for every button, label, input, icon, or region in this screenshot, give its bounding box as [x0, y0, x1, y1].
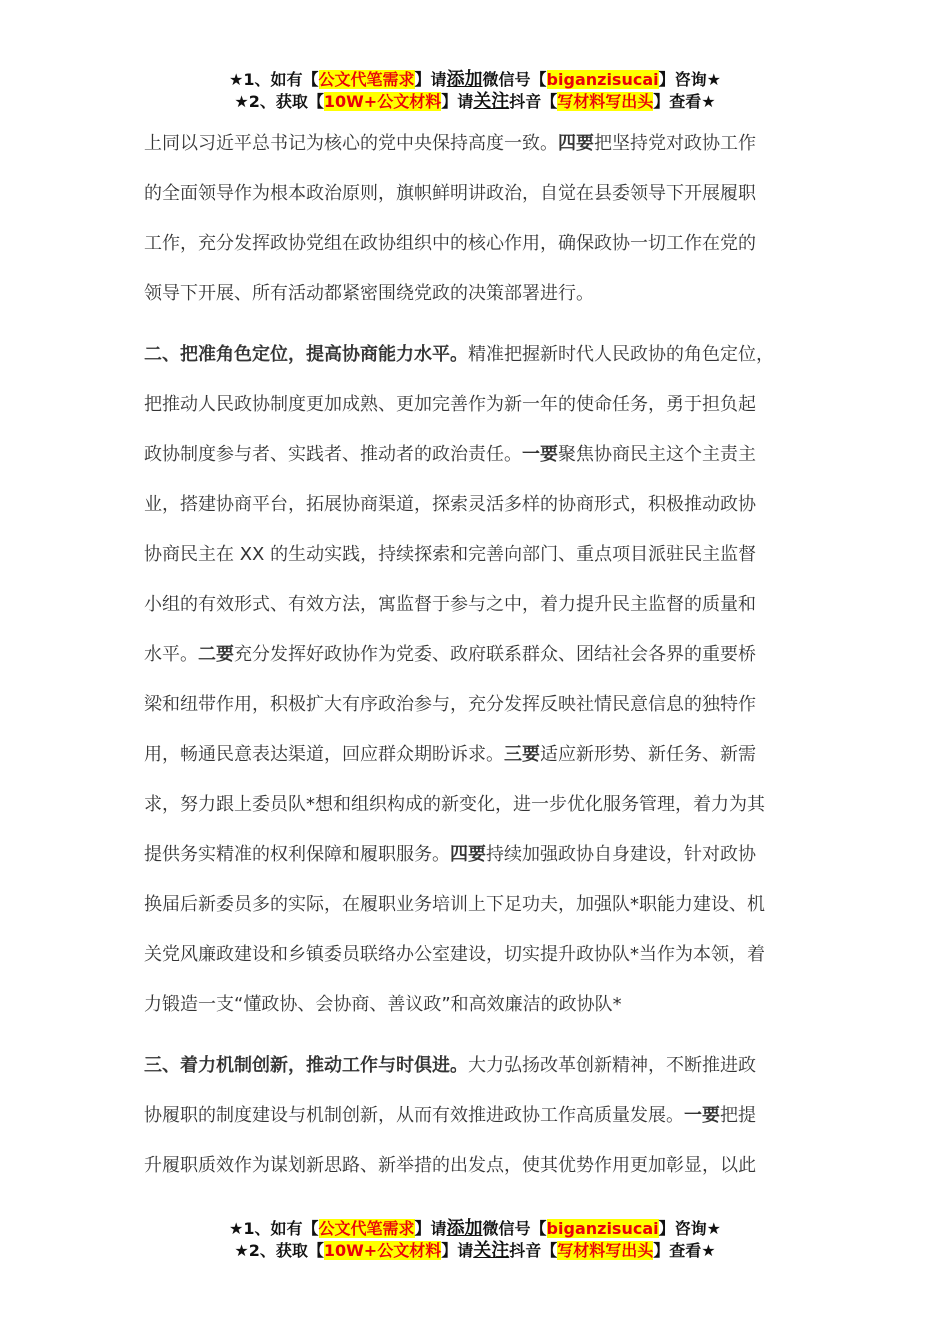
text-run: 的全面领导作为根本政治原则，旗帜鲜明讲政治，自觉在县委领导下开展履职: [144, 183, 756, 204]
text-line: [144, 780, 812, 830]
promo-text: 微信号【: [482, 1219, 547, 1238]
text-run: 把提: [720, 1105, 756, 1126]
text-run: 工作，充分发挥政协党组在政协组织中的核心作用，确保政协一切工作在党的: [144, 233, 756, 254]
promo-text: ★1、如有【: [229, 1219, 319, 1238]
bold-text: 二、把准角色定位，提高协商能力水平。: [144, 344, 468, 365]
text-line: [144, 219, 812, 269]
promo-text: 】查看★: [653, 1241, 716, 1260]
text-line: [144, 330, 812, 380]
promo-text: 】咨询★: [658, 1219, 721, 1238]
promo-line-2: [0, 91, 950, 113]
paragraph: [144, 1041, 812, 1191]
bold-text: 一要: [522, 444, 558, 465]
bold-text: 一要: [684, 1105, 720, 1126]
text-run: 力锻造一支“懂政协、会协商、善议政”和高效廉洁的政协队*: [144, 994, 622, 1015]
promo-highlight-douyin-id: 写材料写出头: [557, 1241, 654, 1260]
promo-text: 抖音【: [509, 1241, 558, 1260]
text-line: [144, 169, 812, 219]
text-line: [144, 1141, 812, 1191]
text-run: 提供务实精准的权利保障和履职服务。: [144, 844, 450, 865]
promo-highlight: 公文代笔需求: [318, 70, 415, 89]
bold-text: 三要: [504, 744, 540, 765]
promo-line-2: [0, 1240, 950, 1262]
promo-highlight-douyin-id: 写材料写出头: [557, 92, 654, 111]
promo-banner-top: [0, 69, 950, 113]
promo-text: 】咨询★: [658, 70, 721, 89]
text-run: 适应新形势、新任务、新需: [540, 744, 756, 765]
text-run: 梁和纽带作用，积极扩大有序政治参与，充分发挥反映社情民意信息的独特作: [144, 694, 756, 715]
text-run: 求，努力跟上委员队*想和组织构成的新变化，进一步优化服务管理，着力为其: [144, 794, 765, 815]
bold-text: 四要: [450, 844, 486, 865]
text-line: [144, 380, 812, 430]
text-line: [144, 680, 812, 730]
text-run: 协履职的制度建设与机制创新，从而有效推进政协工作高质量发展。: [144, 1105, 684, 1126]
text-run: 升履职质效作为谋划新思路、新举措的出发点，使其优势作用更加彰显，以此: [144, 1155, 756, 1176]
promo-underline: 关注: [473, 1240, 510, 1261]
promo-line-1: [0, 1218, 950, 1240]
text-line: [144, 980, 812, 1030]
text-line: [144, 530, 812, 580]
text-line: [144, 580, 812, 630]
promo-banner-bottom: [0, 1218, 950, 1262]
promo-text: 】查看★: [653, 92, 716, 111]
text-run: 把推动人民政协制度更加成熟、更加完善作为新一年的使命任务，勇于担负起: [144, 394, 756, 415]
text-run: 领导下开展、所有活动都紧密围绕党政的决策部署进行。: [144, 283, 594, 304]
promo-highlight-wechat-id: biganzisucai: [546, 1219, 659, 1238]
bold-text: 三、着力机制创新，推动工作与时俱进。: [144, 1055, 468, 1076]
text-line: [144, 830, 812, 880]
text-run: 政协制度参与者、实践者、推动者的政治责任。: [144, 444, 522, 465]
text-line: [144, 730, 812, 780]
text-line: [144, 480, 812, 530]
text-run: 大力弘扬改革创新精神，不断推进政: [468, 1055, 756, 1076]
document-body: [144, 119, 812, 1191]
promo-highlight: 公文代笔需求: [318, 1219, 415, 1238]
promo-underline: 添加: [446, 69, 483, 90]
promo-text: 微信号【: [482, 70, 547, 89]
promo-highlight: 10W+公文材料: [323, 92, 442, 111]
text-line: [144, 1091, 812, 1141]
promo-text: 】请: [414, 70, 447, 89]
text-run: 把坚持党对政协工作: [594, 133, 756, 154]
text-run: 用，畅通民意表达渠道，回应群众期盼诉求。: [144, 744, 504, 765]
promo-text: ★2、获取【: [234, 1241, 324, 1260]
text-run: 聚焦协商民主这个主责主: [558, 444, 756, 465]
text-run: 上同以习近平总书记为核心的党中央保持高度一致。: [144, 133, 558, 154]
text-line: [144, 119, 812, 169]
promo-text: 】请: [441, 92, 474, 111]
text-run: 小组的有效形式、有效方法，寓监督于参与之中，着力提升民主监督的质量和: [144, 594, 756, 615]
text-line: [144, 269, 812, 319]
text-line: [144, 630, 812, 680]
promo-text: 抖音【: [509, 92, 558, 111]
text-run: 充分发挥好政协作为党委、政府联系群众、团结社会各界的重要桥: [234, 644, 756, 665]
text-line: [144, 430, 812, 480]
text-run: 关党风廉政建设和乡镇委员联络办公室建设，切实提升政协队*当作为本领，着: [144, 944, 765, 965]
promo-text: 】请: [441, 1241, 474, 1260]
paragraph: [144, 330, 812, 1030]
text-run: 业，搭建协商平台，拓展协商渠道，探索灵活多样的协商形式，积极推动政协: [144, 494, 756, 515]
text-line: [144, 1041, 812, 1091]
text-line: [144, 880, 812, 930]
promo-line-1: [0, 69, 950, 91]
text-run: 协商民主在 XX 的生动实践，持续探索和完善向部门、重点项目派驻民主监督: [144, 544, 757, 565]
promo-underline: 添加: [446, 1218, 483, 1239]
promo-text: ★1、如有【: [229, 70, 319, 89]
text-run: 精准把握新时代人民政协的角色定位，: [468, 344, 774, 365]
text-run: 换届后新委员多的实际，在履职业务培训上下足功夫，加强队*职能力建设、机: [144, 894, 765, 915]
promo-highlight-wechat-id: biganzisucai: [546, 70, 659, 89]
paragraph: [144, 119, 812, 319]
promo-text: ★2、获取【: [234, 92, 324, 111]
text-line: [144, 930, 812, 980]
text-run: 持续加强政协自身建设，针对政协: [486, 844, 756, 865]
promo-text: 】请: [414, 1219, 447, 1238]
promo-highlight: 10W+公文材料: [323, 1241, 442, 1260]
bold-text: 二要: [198, 644, 234, 665]
text-run: 水平。: [144, 644, 198, 665]
bold-text: 四要: [558, 133, 594, 154]
promo-underline: 关注: [473, 91, 510, 112]
